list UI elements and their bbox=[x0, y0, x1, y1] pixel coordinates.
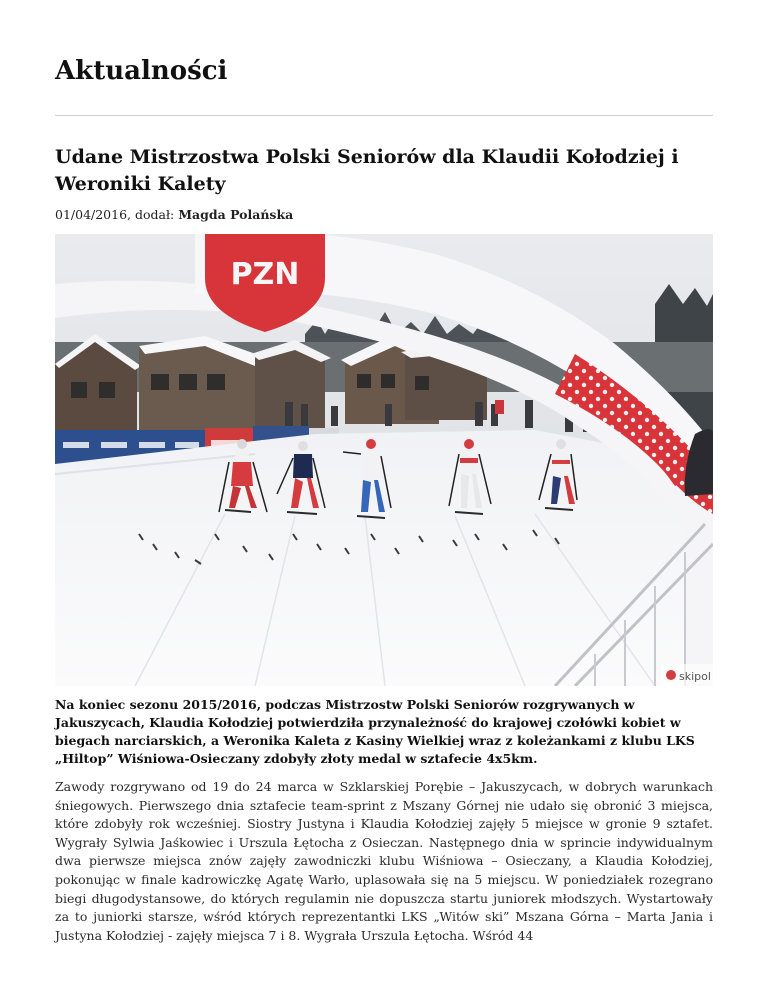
title-divider bbox=[55, 115, 713, 116]
banner-text: PZN bbox=[230, 257, 300, 292]
article-body: Zawody rozgrywano od 19 do 24 marca w Szklarskiej Porębie – Jakuszycach, w dobrych warunkach śniegowych. Pierwszego dnia sztafecie team-sprint z Mszany Górnej nie udało się obronić 3 miejsca, które zdobyły rok wcześniej. Siostry Justyna i Klaudia Kołodziej zajęły 5 miejsce w gronie 9 sztafet. Wygrały Sylwia Jaśkowiec i Urszula Łętocha z Osieczan. Następnego dnia w sprincie indywidualnym dwa pierwsze miejsca znów zajęły zawodniczki klubu Wiśniowa – Osieczany, a Klaudia Kołodziej, pokonując w finale kadrowiczkę Agatę Warło, uplasowała się na 5 miejscu. W poniedziałek rozegrano biegi długodystansowe, do których regulamin nie dopuszcza startu juniorek młodszych. Wystartowały za to juniorki starsze, wśród których reprezentantki LKS „Witów ski” Mszana Górna – Marta Jania i Justyna Kołodziej - zajęły miejsca 7 i 8. Wygrała Urszula Łętocha. Wśród 44 bbox=[55, 779, 713, 943]
section-title: Aktualności bbox=[55, 56, 228, 86]
post-meta bbox=[55, 206, 293, 224]
article-lead: Na koniec sezonu 2015/2016, podczas Mistrzostw Polski Seniorów rozgrywanych w Jakuszycach, Klaudia Kołodziej potwierdziła przynależność do krajowej czołówki kobiet w biegach narciarskich, a Weronika Kaleta z Kasiny Wielkiej wraz z koleżankami z klubu LKS „Hiltop” Wiśniowa-Osieczany zdobyły złoty medal w sztafecie 4x5km. bbox=[55, 697, 695, 766]
post-title[interactable]: Udane Mistrzostwa Polski Seniorów dla Klaudii Kołodziej i Weroniki Kalety bbox=[55, 146, 679, 195]
post-author[interactable]: Magda Polańska bbox=[178, 207, 294, 222]
added-by-label: , dodał: bbox=[127, 207, 179, 222]
post-date: 01/04/2016 bbox=[55, 207, 128, 222]
photo-watermark: skipol bbox=[679, 670, 711, 683]
article-photo bbox=[55, 234, 713, 686]
ski-race-photo bbox=[55, 234, 713, 686]
